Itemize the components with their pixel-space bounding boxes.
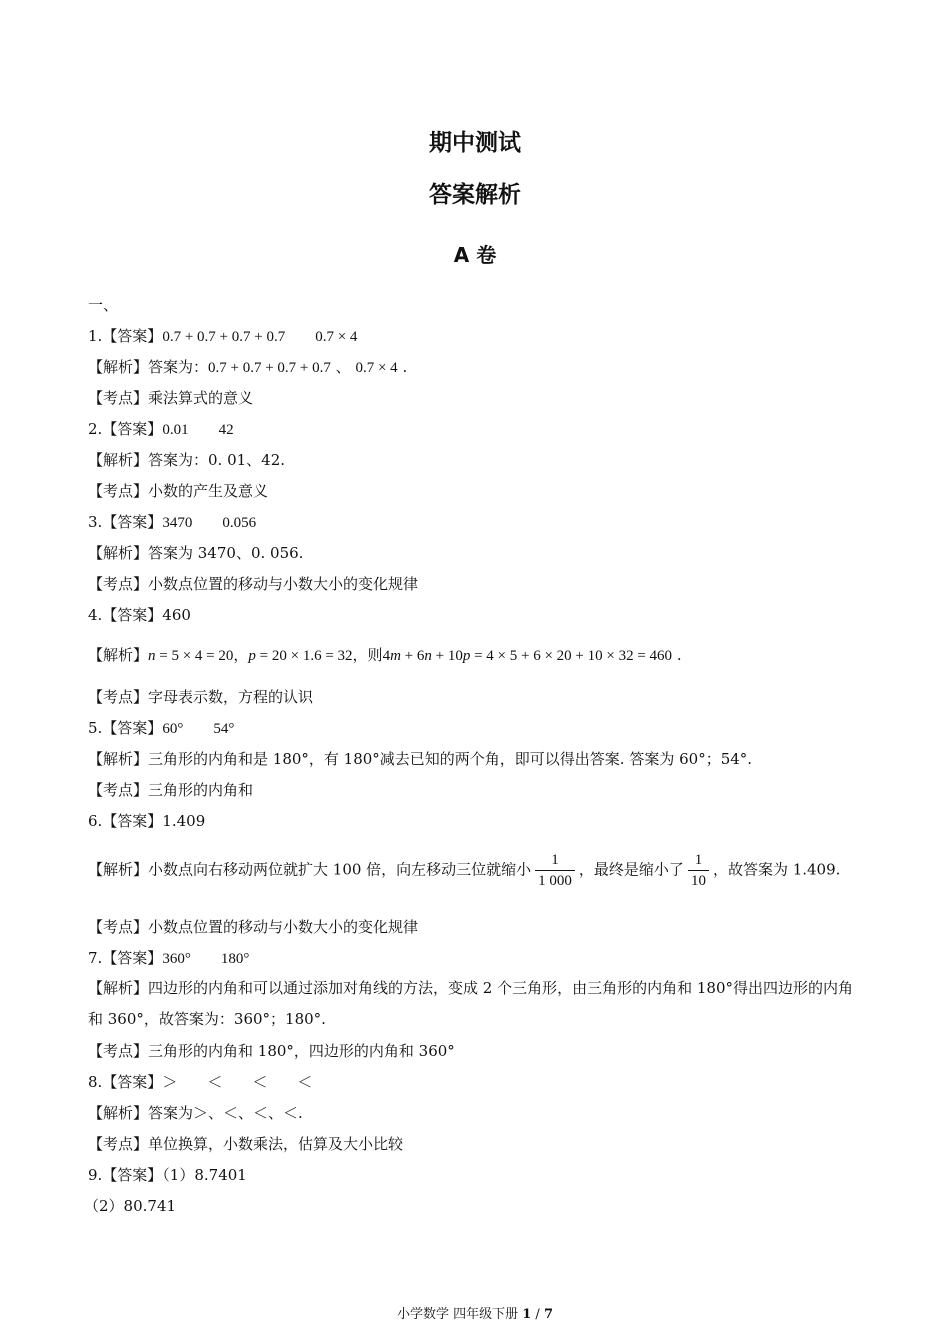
period: .: [672, 646, 682, 664]
answer-value: ＞: [162, 1073, 178, 1091]
q5-keypoint: 【考点】三角形的内角和: [88, 781, 254, 799]
q4-expression: 4m + 6n + 10p = 4 × 5 + 6 × 20 + 10 × 32 = 460: [382, 648, 673, 664]
answer-label: 7.【答案】: [88, 949, 163, 967]
q4-answer: 4.【答案】460: [88, 606, 191, 624]
answer-value: 0.7 × 4: [315, 329, 358, 345]
answer-value: ＜: [207, 1073, 223, 1091]
q4-explanation: [88, 644, 682, 667]
explanation-value: 0.7 + 0.7 + 0.7 + 0.7: [208, 360, 331, 376]
section-heading: A 卷: [453, 243, 497, 267]
q6-explanation: [88, 850, 840, 891]
fraction-one-thousandth: [535, 850, 575, 891]
q4-n-equation: n = 5 × 4 = 20，: [148, 648, 249, 664]
q1-keypoint: 【考点】乘法算式的意义: [88, 389, 254, 407]
page-total: 7: [543, 1307, 553, 1322]
q1-answer: [88, 325, 357, 348]
fraction-one-tenth: [688, 850, 709, 891]
answer-value: 42: [218, 422, 234, 438]
q8-explanation: 【解析】答案为＞、＜、＜、＜.: [88, 1104, 303, 1122]
fraction-denominator: 10: [690, 873, 706, 889]
answer-value: 0.7 + 0.7 + 0.7 + 0.7: [162, 329, 286, 345]
then-word: ，则: [352, 646, 383, 664]
explanation-text: ，最终是缩小了: [578, 860, 684, 879]
q5-answer: [88, 717, 234, 740]
q1-explanation: [88, 356, 407, 379]
answer-label: 5.【答案】: [88, 719, 163, 737]
q7-answer: [88, 947, 249, 970]
answer-label: 2.【答案】: [88, 420, 163, 438]
q8-keypoint: 【考点】单位换算，小数乘法，估算及大小比较: [88, 1135, 404, 1153]
explanation-value: 0.7 × 4: [355, 360, 398, 376]
answer-value: 60°: [162, 721, 184, 737]
q6-keypoint: 【考点】小数点位置的移动与小数大小的变化规律: [88, 918, 419, 936]
q5-explanation: 【解析】三角形的内角和是 180°，有 180°减去已知的两个角，即可以得出答案. 答案为 60°；54°.: [88, 750, 753, 768]
answer-value: 0.056: [222, 515, 257, 531]
answer-value: ＜: [252, 1073, 268, 1091]
answer-label: 3.【答案】: [88, 513, 163, 531]
q3-explanation: 【解析】答案为 3470、0. 056.: [88, 544, 304, 562]
q3-keypoint: 【考点】小数点位置的移动与小数大小的变化规律: [88, 575, 419, 593]
q2-keypoint: 【考点】小数的产生及意义: [88, 482, 269, 500]
page-separator: /: [531, 1307, 544, 1322]
explanation-text: ，故答案为 1.409.: [712, 860, 841, 879]
period: .: [397, 358, 408, 376]
explanation-label: 【解析】答案为：: [88, 358, 209, 376]
fraction-denominator: 1 000: [538, 873, 572, 889]
answer-value: 54°: [213, 721, 235, 737]
q6-answer: 6.【答案】1.409: [88, 812, 206, 830]
q9-answer: 9.【答案】（1）8.7401: [88, 1166, 247, 1184]
fraction-numerator: 1: [535, 850, 575, 871]
page-subtitle: 答案解析: [429, 182, 521, 208]
page-number: 1: [522, 1307, 532, 1322]
explanation-label: 【解析】: [88, 646, 149, 664]
footer-text: 小学数学 四年级下册: [396, 1307, 523, 1322]
answer-value: 360°: [162, 951, 191, 967]
separator: 、: [330, 358, 356, 376]
answer-value: 0.01: [162, 422, 189, 438]
q4-p-equation: p = 20 × 1.6 = 32: [248, 648, 353, 664]
q2-explanation: 【解析】答案为：0. 01、42.: [88, 451, 286, 469]
explanation-text: 【解析】小数点向右移动两位就扩大 100 倍，向左移动三位就缩小: [88, 860, 532, 879]
answer-label: 1.【答案】: [88, 327, 163, 345]
part-label: 一、: [88, 296, 119, 314]
q3-answer: [88, 511, 256, 534]
answer-value: ＜: [297, 1073, 313, 1091]
q9-answer-part2: （2）80.741: [84, 1197, 177, 1215]
page-footer: [0, 1303, 950, 1322]
answer-value: 3470: [162, 515, 193, 531]
q4-keypoint: 【考点】字母表示数，方程的认识: [88, 688, 314, 706]
q7-keypoint: 【考点】三角形的内角和 180°，四边形的内角和 360°: [88, 1042, 455, 1060]
fraction-numerator: 1: [688, 850, 709, 871]
q7-explanation: 【解析】四边形的内角和可以通过添加对角线的方法，变成 2 个三角形，由三角形的内角和 180°得出四边形的内角和 360°，故答案为：360°；180°.: [88, 979, 853, 1028]
q8-answer: [88, 1071, 312, 1093]
answer-value: 180°: [220, 951, 250, 967]
answer-label: 8.【答案】: [88, 1073, 163, 1091]
page-title: 期中测试: [429, 130, 521, 156]
q2-answer: [88, 418, 234, 441]
